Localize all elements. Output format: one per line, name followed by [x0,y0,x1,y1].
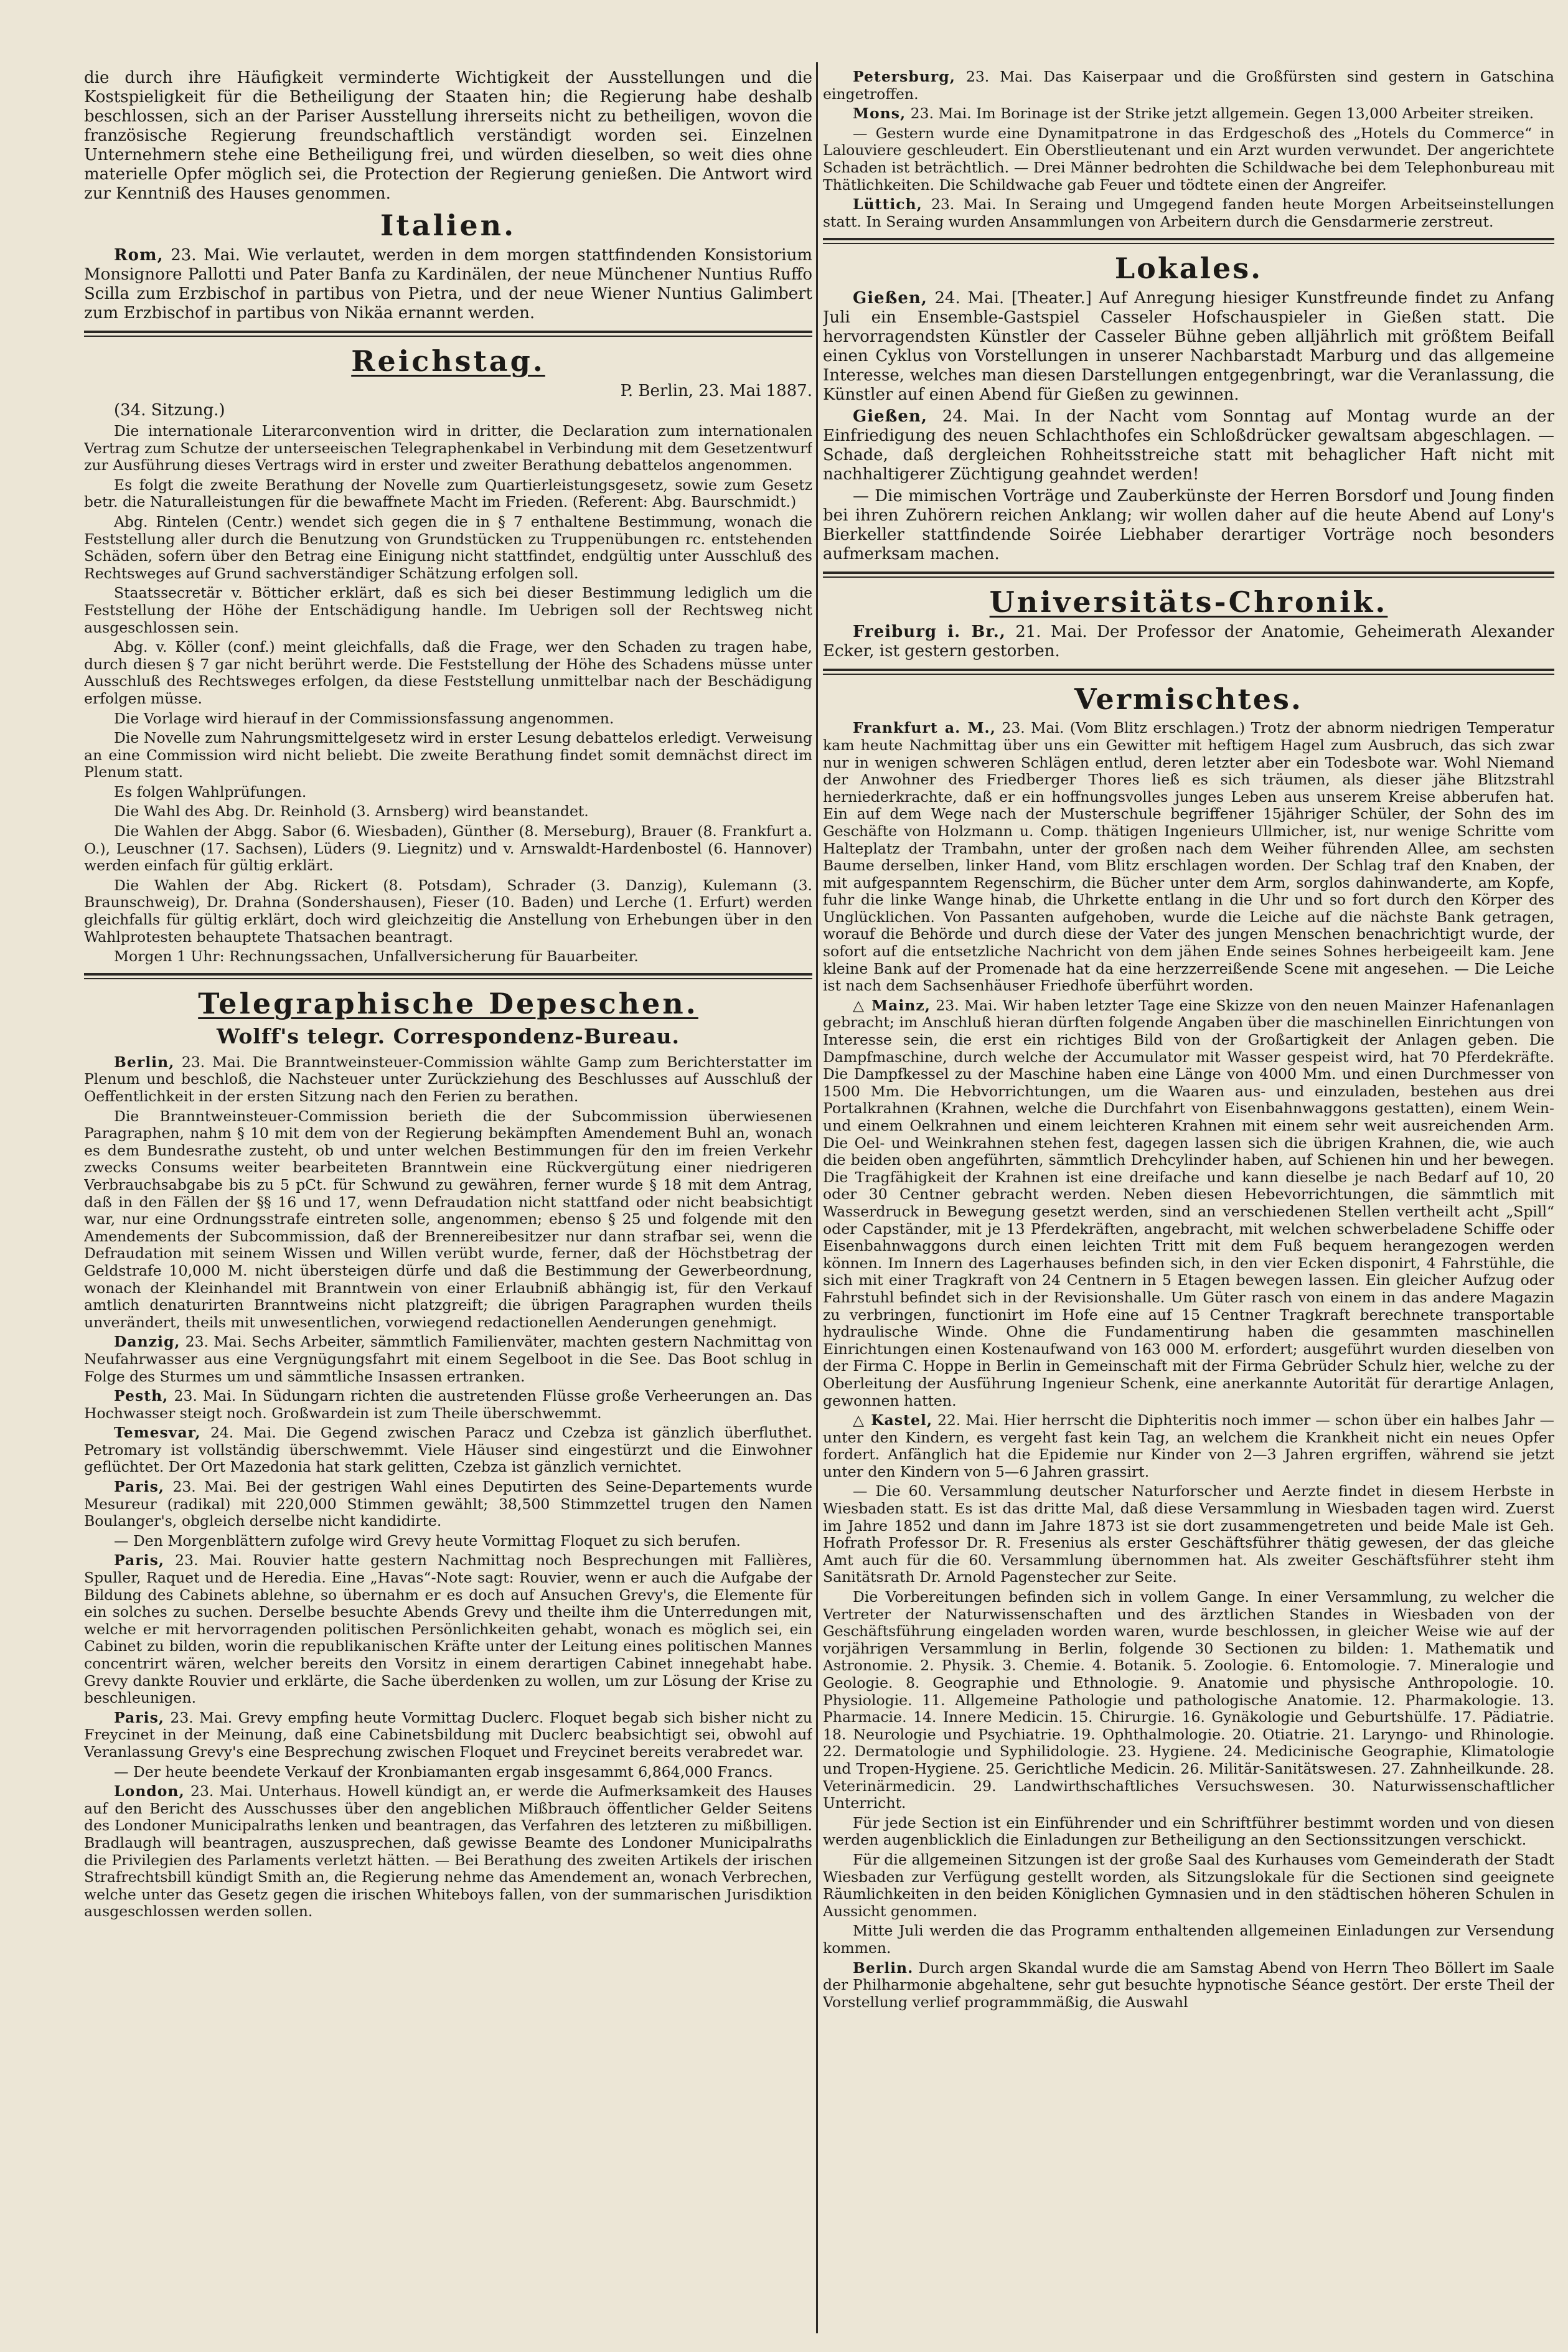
news-item [823,105,1554,123]
item-text: Die Vorbereitungen befinden sich in vollem Gange. In einer Versammlung, zu welcher die Vertreter der Naturwissenschaften und des ärztlichen Standes in Wiesbaden von der Geschäftsführung eingeladen worden waren, wurde beschlossen, in gleicher Weise wie auf der vorjährigen Versammlung in Berlin, folgende 30 Sectionen zu bilden: 1. Mathematik und Astronomie. 2. Physik. 3. Chemie. 4. Botanik. 5. Zoologie. 6. Entomologie. 7. Mineralogie und Geologie. 8. Geographie und Ethnologie. 9. Anatomie und physische Anthropologie. 10. Physiologie. 11. Allgemeine Pathologie und pathologische Anatomie. 12. Pharmakologie. 13. Pharmacie. 14. Innere Medicin. 15. Chirurgie. 16. Gynäkologie und Geburtshülfe. 17. Pädiatrie. 18. Neurologie und Psychiatrie. 19. Ophthalmologie. 20. Otiatrie. 21. Laryngo- und Rhinologie. 22. Dermatologie und Syphilidologie. 23. Hygiene. 24. Medicinische Geographie, Klimatologie und Tropen-Hygiene. 25. Gerichtliche Medicin. 26. Militär-Sanitätswesen. 27. Zahnheilkunde. 28. Veterinärmedicin. 29. Landwirthschaftliches Versuchswesen. 30. Naturwissenschaftlicher Unterricht. [823,1588,1554,1812]
news-item [823,125,1554,194]
section-divider [84,973,812,979]
paragraph: Die Wahl des Abg. Dr. Reinhold (3. Arnsberg) wird beanstandet. [114,802,589,821]
paragraph: Die Novelle zum Nahrungsmittelgesetz wird in erster Lesung debattelos erledigt. Verweisung an eine Commission wird nicht beliebt. Die zweite Berathung findet somit demnächst direct im Plenum statt. [84,729,812,781]
intro-paragraph: die durch ihre Häufigkeit verminderte Wichtigkeit der Ausstellungen und die Kostspieligkeit für die Betheiligung der Staaten hin; die Regierung habe deshalb beschlossen, sich an der Pariser Ausstellung ihrerseits nicht zu betheiligen, wovon die französische Regierung freundschaftlich verständigt worden sei. Einzelnen Unternehmern stehe eine Betheiligung frei, und würden dieselben, so weit dies ohne materielle Opfer möglich sei, die Protection der Regierung genießen. Die Antwort wird zur Kenntniß des Hauses genommen. [84,68,812,203]
item-text: 23. Mai. Die Branntweinsteuer-Commission wählte Gamp zum Berichterstatter im Plenum und beschloß, die Nachsteuer unter Zurückziehung des Beschlusses auf Ausschluß der Oeffentlichkeit in der ersten Sitzung nach den Ferien zu berathen. [84,1053,812,1105]
item-text: 23. Mai. Grevy empfing heute Vormittag Duclerc. Floquet begab sich bisher nicht zu Freycinet in der Meinung, daß eine Cabinetsbildung mit Duclerc beabsichtigt sei, obwohl auf Veranlassung Grevy's eine Besprechung zwischen Floquet und Freycinet bereits verabredet war. [84,1708,812,1761]
paragraph: Die Vorlage wird hierauf in der Commissionsfassung angenommen. [114,709,614,727]
article-freiburg [823,623,1554,661]
news-item [84,1783,812,1921]
article-text: 23. Mai. Wie verlautet, werden in dem morgen stattfindenden Konsistorium Monsignore Pallotti und Pater Banfa zu Kardinälen, der neue Münchener Nuntius Ruffo Scilla zum Erzbischof in partibus von Pietra, und der neue Wiener Nuntius Galimbert zum Erzbischof in partibus von Nikäa ernannt werden. [84,246,812,322]
section-heading-reichstag: Reichstag. [351,344,545,378]
item-text: 23. Mai. In Südungarn richten die austretenden Flüsse große Verheerungen an. Das Hochwasser steigt noch. Großwardein ist zum Theile überschwemmt. [84,1387,812,1422]
section-divider [823,669,1554,675]
news-item [84,1710,812,1761]
dateline-place: Gießen, [853,407,927,426]
paragraph: Es folgt die zweite Berathung der Novelle zum Quartierleistungsgesetz, sowie zum Gesetz betr. die Naturalleistungen für die bewaffnete Macht im Frieden. (Referent: Abg. Baurschmidt.) [84,476,812,511]
news-item [84,1388,812,1422]
item-text: Für jede Section ist ein Einführender und ein Schriftführer bestimmt worden und von diesen werden augenblicklich die Einladungen zur Betheiligung an den Sectionssitzungen verschickt. [823,1813,1554,1849]
item-text: 23. Mai. Im Borinage ist der Strike jetzt allgemein. Gegen 13,000 Arbeiter streiken. [910,105,1534,123]
dateline-place: Frankfurt a. M., [853,719,996,737]
news-item [84,1479,812,1530]
news-item [84,1533,812,1550]
news-item [823,487,1554,564]
news-item [823,289,1554,405]
paragraph: Die Wahlen der Abgg. Sabor (6. Wiesbaden), Günther (8. Merseburg), Brauer (8. Frankfurt a. O.), Leuschner (17. Sachsen), Lüders (9. Liegnitz) und v. Arnswaldt-Hardenbostel (6. Hannover) werden einfach für gültig erklärt. [84,822,812,875]
item-text: Die Branntweinsteuer-Commission berieth die der Subcommission überwiesenen Paragraphen, nahm § 10 mit dem von der Regierung bekämpften Amendement Buhl an, wonach es dem Bundesrathe zusteht, ob und unter welchen Bestimmungen für den im freien Verkehr zwecks Consums weiter bearbeiteten Branntwein eine Rückvergütung einer niedrigeren Verbrauchsabgabe bis zu 5 pCt. für Schwund zu gewähren, ferner wurde § 18 mit dem Antrag, daß in den Fällen der §§ 16 und 17, wenn Defraudation nicht stattfand oder nicht beabsichtigt war, nur eine Ordnungsstrafe eintreten solle, angenommen; ebenso § 25 und folgende mit den Amendements der Subcommission, daß der Brennereibesitzer nur dann strafbar sei, wenn die Defraudation mit seinem Wissen und Willen verübt wurde, ferner, daß der Höchstbetrag der Geldstrafe 10,000 M. nicht übersteigen dürfe und daß die Bestimmung der Gewerbeordnung, wonach der Kleinhandel mit Branntwein von einer Erlaubniß abhängig ist, für den Verkauf amtlich denaturirten Branntweins nicht platzgreift; die übrigen Paragraphen wurden theils unverändert, theils mit unwesentlichen, vorwiegend redactionellen Aenderungen genehmigt. [84,1107,812,1331]
news-item [823,997,1554,1409]
news-item [823,1922,1554,1957]
dateline-place: Petersburg, [853,68,955,85]
item-text: 23. Mai. Unterhaus. Howell kündigt an, er werde die Aufmerksamkeit des Hauses auf den Bericht des Ausschusses über den angeblichen Mißbrauch öffentlicher Gelder Seitens des Londoner Municipalraths lenken und beantragen, das Verfahren des letzteren zu mißbilligen. Bradlaugh will beantragen, auszusprechen, daß gewisse Beamte des Londoner Municipalraths die Privilegien des Parlaments verletzt hätten. — Bei Berathung des zweiten Artikels der irischen Strafrechtsbill kündigt Smith an, die Regierung nehme das Amendement an, wonach Verbrechen, welche unter das Gesetz gegen die irischen Whiteboys fallen, von der summarischen Jurisdiktion ausgeschlossen werden sollen. [84,1782,812,1921]
item-text: 23. Mai. Rouvier hatte gestern Nachmittag noch Besprechungen mit Fallières, Spuller, Raquet und de Heredia. Eine „Havas“-Note sagt: Rouvier, wenn er auch die Aufgabe der Bildung des Cabinets ablehne, so übernahm er es doch auf Ansuchen Grevy's, die Elemente für ein solches zu suchen. Derselbe besuchte Abends Grevy und theilte ihm die Unterredungen mit, welche er mit hervorragenden politischen Persönlichkeiten gehabt, wonach es möglich sei, ein Cabinet zu bilden, worin die republikanischen Kräfte unter der Leitung eines politischen Mannes concentrirt wären, welcher bereits den Vorsitz in einem derartigen Cabinet innegehabt habe. Grevy dankte Rouvier und erklärte, die Sache überdenken zu wollen, um zur Lösung der Krise zu beschleunigen. [84,1551,812,1707]
item-text: 23. Mai. Das Kaiserpaar und die Großfürsten sind gestern in Gatschina eingetroffen. [823,68,1554,103]
dateline-place: Danzig, [114,1333,181,1351]
vermischtes-list [823,720,1554,2011]
column-divider [816,62,818,2333]
section-divider [823,238,1554,244]
item-text: 24. Mai. In der Nacht vom Sonntag auf Montag wurde an der Einfriedigung des neuen Schlachthofes ein Schloßdrücker gewaltsam abgeschlagen. — Schade, daß dergleichen Rohheitsstreiche statt mit behaglicher Haft nicht mit nachhaltigerer Züchtigung geahndet werden! [823,407,1554,484]
section-heading-lokales: Lokales. [1114,252,1263,286]
item-text: 23. Mai. Bei der gestrigen Wahl eines Deputirten des Seine-Departements wurde Mesureur (radikal) mit 220,000 Stimmen gewählt; 38,500 Stimmzettel trugen den Namen Boulanger's, obgleich derselbe nicht kandidirte. [84,1478,812,1530]
section-divider [84,331,812,337]
item-text: — Gestern wurde eine Dynamitpatrone in das Erdgeschoß des „Hotels du Commerce“ in Lalouviere geschleudert. Ein Oberstlieutenant und ein Arzt wurden verwundet. Der angerichtete Schaden ist beträchtlich. — Drei Männer bedrohten die Schildwache bei dem Telephonbureau mit Thätlichkeiten. Die Schildwache gab Feuer und tödtete einen der Angreifer. [823,124,1554,194]
item-text: 23. Mai. In Seraing und Umgegend fanden heute Morgen Arbeitseinstellungen statt. In Seraing wurden Ansammlungen von Arbeitern durch die Gensdarmerie zerstreut. [823,195,1554,230]
left-column [84,68,812,2327]
item-text: 24. Mai. [Theater.] Auf Anregung hiesiger Kunstfreunde findet zu Anfang Juli ein Ensemble-Gastspiel Casseler Hofschauspieler in Gießen statt. Die hervorragendsten Künstler der Casseler Bühne geben alljährlich mit größtem Beifall einen Cyklus von Vorstellungen in unserer Nachbarstadt Marburg und das allgemeine Interesse, welches man diesen Darstellungen entgegenbringt, war die Veranlassung, die Künstler auf einen Abend für Gießen zu gewinnen. [823,289,1554,405]
paragraph: Staatssecretär v. Bötticher erklärt, daß es sich bei dieser Bestimmung lediglich um die Feststellung der Höhe der Entschädigung handle. Im Uebrigen soll der Rechtsweg nicht ausgeschlossen sein. [84,584,812,636]
section-heading-universitaet: Universitäts-Chronik. [989,585,1388,619]
item-text: 24. Mai. Die Gegend zwischen Paracz und Czebza ist gänzlich überfluthet. Petromary ist vollständig überschwemmt. Viele Häuser sind eingestürzt und die Einwohner geflüchtet. Der Ort Mazedonia hat stark gelitten, Czebza ist gänzlich vernichtet. [84,1424,812,1476]
news-item [823,1483,1554,1586]
news-item [823,68,1554,103]
dateline-place: Berlin. [853,1959,914,1977]
reichstag-dateline: P. Berlin, 23. Mai 1887. [620,382,812,400]
lokales-list [823,289,1554,564]
dateline-place: △ Kastel, [853,1411,932,1429]
news-item [823,1589,1554,1812]
news-item [84,1334,812,1385]
dateline-place: Paris, [114,1551,164,1569]
dateline-place: Paris, [114,1708,164,1726]
dateline-place: △ Mainz, [853,996,931,1014]
news-item [823,1412,1554,1480]
dateline-place: Mons, [853,105,906,123]
dateline-place: Lüttich, [853,195,922,214]
item-text: Für die allgemeinen Sitzungen ist der große Saal des Kurhauses vom Gemeinderath der Stadt Wiesbaden zur Verfügung gestellt worden, als Sitzungslokale für die Sectionen sind geeignete Räumlichkeiten in den beiden Königlichen Gymnasien und in den städtischen höheren Schulen in Aussicht genommen. [823,1850,1554,1920]
item-text: — Die mimischen Vorträge und Zauberkünste der Herren Borsdorf und Joung finden bei ihren Zuhörern reichen Anklang; wir wollen daher auf die heute Abend auf Lony's Bierkeller stattfindende Soirée Liebhaber derartiger Vorträge noch besonders aufmerksam machen. [823,487,1554,564]
dateline-place: Berlin, [114,1053,175,1071]
reichstag-paragraphs [84,423,812,966]
dateline-place: Temesvar, [114,1424,201,1442]
news-item [84,1054,812,1106]
section-heading-italien: Italien. [380,209,517,242]
telegram-list [84,1054,812,1921]
bureau-subheading: Wolff's telegr. Correspondenz-Bureau. [217,1023,680,1048]
news-item [823,196,1554,230]
news-item [84,1552,812,1706]
article-text: 21. Mai. Der Professor der Anatomie, Geheimerath Alexander Ecker, ist gestern gestorben. [823,623,1554,661]
news-item [84,1764,812,1781]
news-item [823,1815,1554,1849]
paragraph: Abg. v. Köller (conf.) meint gleichfalls, daß die Frage, wer den Schaden zu tragen habe, durch diesen § 7 gar nicht berührt werde. Die Feststellung der Höhe des Schadens müsse unter Ausschluß des Rechtsweges erfolgen, da diese Feststellung unmittelbar nach der Beschädigung erfolgen müsse. [84,638,812,707]
paragraph: Es folgen Wahlprüfungen. [114,783,307,801]
paragraph: Die Wahlen der Abg. Rickert (8. Potsdam), Schrader (3. Danzig), Kulemann (3. Braunschweig), Dr. Drahna (Sondershausen), Fieser (10. Baden) und Lerche (1. Erfurt) werden gleichfalls für gültig erklärt, doch wird gleichzeitig die Anstellung von Erhebungen über in den Wahlprotesten behauptete Thatsachen beantragt. [84,876,812,946]
dateline-place: Freiburg i. Br., [853,623,1006,642]
item-text: 23. Mai. Wir haben letzter Tage eine Skizze von den neuen Mainzer Hafenanlagen gebracht; im Anschluß hieran dürften folgende Angaben über die maschinellen Einrichtungen von Interesse sein, die erst ein richtiges Bild von der Großartigkeit der Anlagen geben. Die Dampfmaschine, durch welche der Accumulator mit Wasser gespeist wird, hat 70 Pferdekräfte. Die Dampfkessel zu der Maschine haben eine Länge von 4000 Mm. und einen Durchmesser von 1500 Mm. Die Hebvorrichtungen, um die Waaren aus- und einzuladen, bestehen aus drei Portalkrahnen (Krahnen, welche die Durchfahrt von Eisenbahnwaggons gestatten), einem Wein- und einem Oelkrahnen und einem leichteren Krahnen mit einem sehr weit ausreichenden Arm. Die Oel- und Weinkrahnen stehen fest, dagegen lassen sich die übrigen Krahnen, die, wie auch die beiden oben angeführten, sämmtlich Drehcylinder haben, auf Schienen hin und her bewegen. Die Tragfähigkeit der Krahnen ist eine dreifache und kann dieselbe je nach Bedarf auf 10, 20 oder 30 Centner gebracht werden. Neben diesen Hebevorrichtungen, die sämmtlich mit Wasserdruck in Bewegung gesetzt werden, sind an verschiedenen Stellen vertheilt acht „Spill“ oder Capständer, mit je 13 Pferdekräften, angebracht, mit welchen schwerbeladene Schiffe oder Eisenbahnwaggons durch einen leichten Tritt mit dem Fuß bequem herangezogen werden können. Im Innern des Lagerhauses befinden sich, in den vier Ecken disponirt, 4 Fahrstühle, die sich mit einer Tragkraft von 24 Centnern in 5 Etagen bewegen lassen. Ein gleicher Aufzug oder Fahrstuhl befindet sich in der Revisionshalle. Um Güter rasch von einem in das andere Magazin zu verbringen, functionirt im Hofe eine auf 15 Centner Tragkraft berechnete transportable hydraulische Winde. Ohne die Fundamentirung haben die gesammten maschinellen Einrichtungen einen Kostenaufwand von 163 000 M. erfordert; ausgeführt wurden dieselben von der Firma C. Hoppe in Berlin in Gemeinschaft mit der Firma Gebrüder Schulz hier, welche zu der Oberleitung der Ausführung Ingenieur Schenk, eine anerkannte Autorität für derartige Anlagen, gewonnen hatten. [823,996,1554,1409]
dateline-place: London, [114,1782,185,1800]
paragraph: Die internationale Literarconvention wird in dritter, die Declaration zum internationalen Vertrag zum Schutze der unterseeischen Telegraphenkabel in Verbindung mit dem Gesetzentwurf zur Ausführung dieses Vertrags wird in erster und zweiter Berathung debattelos angenommen. [84,422,812,474]
news-item [84,1424,812,1476]
article-rom [84,246,812,323]
section-heading-telegraphische: Telegraphische Depeschen. [198,986,698,1020]
item-text: 23. Mai. (Vom Blitz erschlagen.) Trotz der abnorm niedrigen Temperatur kam heute Nachmittag über uns ein Gewitter mit heftigem Hagel zum Ausbruch, das sich zwar nur in wenigen schweren Schlägen entlud, deren letzter aber ein Todesbote war. Wohl Niemand der Anwohner des Friedberger Thores ließ es sich träumen, als dieser jähe Blitzstrahl herniederkrachte, daß er ein hoffnungsvolles junges Leben aus unserem Kreise abberufen hat. Ein auf dem Wege nach der Musterschule begriffener 15jähriger Schüler, der Sohn des im Geschäfte von Holzmann u. Comp. thätigen Ingenieurs Ullmicher, ist, nur wenige Schritte vom Halteplatz der Trambahn, unter der großen nach dem Weiher führenden Allee, am sechsten Baume derselben, linker Hand, vom Blitz erschlagen worden. Der Schlag traf den Knaben, der mit aufgespanntem Regenschirm, die Bücher unter dem Arm, sorglos dahinwanderte, am Kopfe, fuhr die linke Wange hinab, die Uhrkette entlang in die Uhr und so fort durch den Körper des Unglücklichen. Von Passanten aufgehoben, wurde die Leiche auf die nächste Bank getragen, worauf die Behörde und durch diese der Vater des jungen Menschen benachrichtigt wurde, der sofort auf die entsetzliche Nachricht von dem jähen Ende seines Sohnes herbeigeeilt kam. Jene kleine Bank auf der Promenade hat da eine herzzerreißende Scene mit angesehen. — Die Leiche ist nach dem Sachsenhäuser Friedhofe überführt worden. [823,719,1554,995]
item-text: 22. Mai. Hier herrscht die Diphteritis noch immer — schon über ein halbes Jahr — unter den Kindern, es vergeht fast kein Tag, an welchem die Krankheit nicht ein neues Opfer fordert. Anfänglich hat die Epidemie nur Kinder von 2—3 Jahren ergriffen, während sie jetzt unter den Kindern von 5—6 Jahren grassirt. [823,1411,1554,1480]
dateline-place: Gießen, [853,289,927,308]
news-item [823,720,1554,995]
section-divider [823,572,1554,578]
dateline-place: Rom, [114,246,164,265]
item-text: — Den Morgenblättern zufolge wird Grevy heute Vormittag Floquet zu sich berufen. [114,1531,741,1550]
news-item [823,407,1554,484]
item-text: — Die 60. Versammlung deutscher Naturforscher und Aerzte findet in diesem Herbste in Wiesbaden statt. Es ist das dritte Mal, daß diese Versammlung in Wiesbaden tagen wird. Zuerst im Jahre 1852 und dann im Jahre 1873 ist sie dort zusammengetreten und beide Male ist Geh. Hofrath Professor Dr. R. Fresenius als erster Geschäftsführer thätig gewesen, der das gleiche Amt auch für die 60. Versammlung übernommen hat. Als zweiter Geschäftsführer steht ihm Sanitätsrath Dr. Arnold Pagenstecher zur Seite. [823,1482,1554,1586]
dateline-place: Paris, [114,1478,164,1496]
right-column [823,68,1554,2327]
item-text: — Der heute beendete Verkauf der Kronbiamanten ergab insgesammt 6,864,000 Francs. [114,1762,773,1780]
news-item [84,1108,812,1332]
item-text: Mitte Juli werden die das Programm enthaltenden allgemeinen Einladungen zur Versendung kommen. [823,1922,1554,1957]
dateline-place: Pesth, [114,1387,169,1405]
telegram-continuation [823,68,1554,230]
item-text: Durch argen Skandal wurde die am Samstag Abend von Herrn Theo Böllert im Saale der Philharmonie abgehaltene, sehr gut besuchte hypnotische Séance gestört. Der erste Theil der Vorstellung verlief programmmäßig, die Auswahl [823,1959,1554,2011]
reichstag-sitting: (34. Sitzung.) [114,401,225,420]
item-text: 23. Mai. Sechs Arbeiter, sämmtlich Familienväter, machten gestern Nachmittag von Neufahrwasser aus eine Vergnügungsfahrt mit einem Segelboot in die See. Das Boot schlug in Folge des Sturmes um und sämmtliche Insassen ertranken. [84,1333,812,1385]
paragraph: Abg. Rintelen (Centr.) wendet sich gegen die in § 7 enthaltene Bestimmung, wonach die Feststellung aller durch die Benutzung von Grundstücken zu Truppenübungen rc. entstehenden Schäden, sofern über den Betrag eine Einigung nicht stattfindet, endgültig unter Ausschluß des Rechtsweges auf Grund sachverständiger Schätzung erfolgen soll. [84,512,812,582]
news-item [823,1960,1554,2011]
section-heading-vermischtes: Vermischtes. [1074,682,1303,717]
news-item [823,1851,1554,1920]
paragraph: Morgen 1 Uhr: Rechnungssachen, Unfallversicherung für Bauarbeiter. [114,948,639,966]
